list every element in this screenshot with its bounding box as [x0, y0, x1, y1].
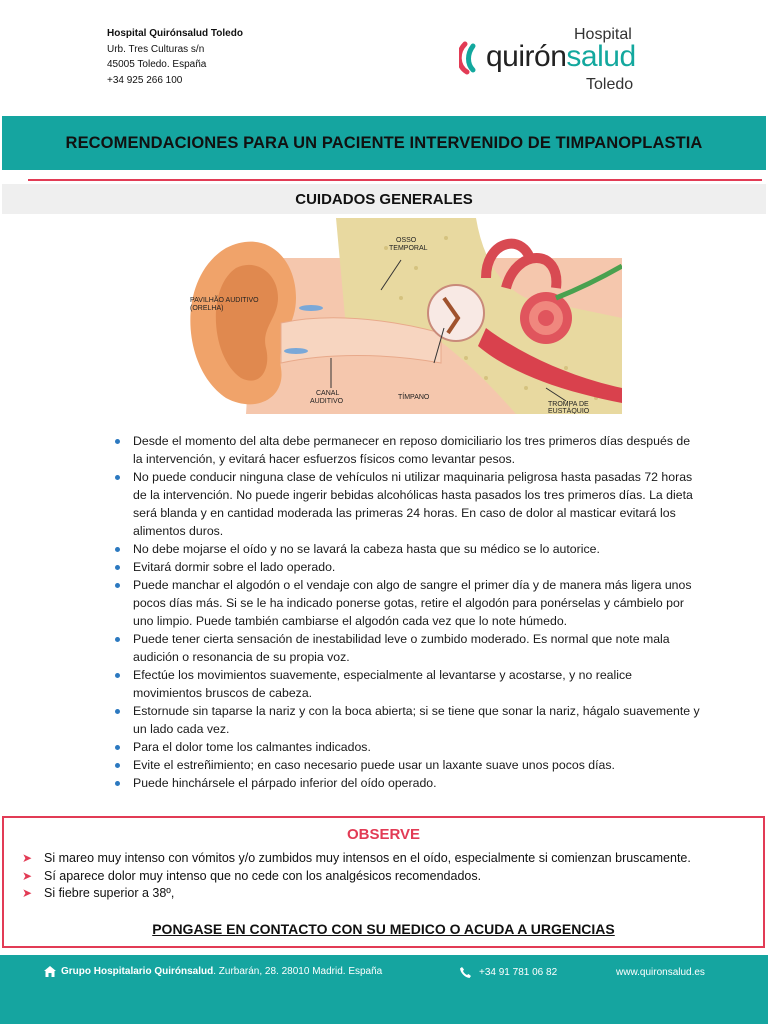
footer-group-address: . Zurbarán, 28. 28010 Madrid. España — [213, 966, 383, 977]
figure-label-orelha: (ORELHA) — [190, 305, 224, 312]
hospital-phone: +34 925 266 100 — [107, 74, 183, 86]
figure-label-timpano: TÍMPANO — [398, 394, 430, 401]
list-item: Para el dolor tome los calmantes indicados. — [113, 738, 703, 756]
observe-item: ➤ Si fiebre superior a 38º, — [22, 885, 722, 903]
quironsalud-logo — [456, 22, 656, 102]
figure-label-osso: OSSO — [396, 237, 417, 244]
list-item: Estornude sin taparse la nariz y con la boca abierta; si se tiene que sonar la nariz, hágalo suavemente y un lado cada vez. — [113, 702, 703, 738]
figure-label-eustaquio: EUSTÁQUIO — [548, 408, 590, 414]
logo-city-text: Toledo — [586, 76, 634, 93]
address-line-2: 45005 Toledo. España — [107, 59, 207, 70]
contact-instruction: PONGASE EN CONTACTO CON SU MEDICO O ACUDA A URGENCIAS — [152, 921, 615, 937]
list-item: Puede tener cierta sensación de inestabilidad leve o zumbido moderado. Es normal que note mala audición o resonancia de su propia voz. — [113, 630, 703, 666]
list-item: Evite el estreñimiento; en caso necesario puede usar un laxante suave unos pocos días. — [113, 756, 703, 774]
hospital-address-block — [107, 26, 243, 88]
list-item: No puede conducir ninguna clase de vehículos ni utilizar maquinaria peligrosa hasta pasadas 72 horas de la intervención. No puede ingerir bebidas alcohólicas hasta pasados los tres primeros días. La dieta será blanda y en cantidad moderada las primeras 24 horas. En caso de dolor al masticar evitará los alimentos duros. — [113, 468, 703, 540]
list-item: Evitará dormir sobre el lado operado. — [113, 558, 703, 576]
figure-label-pavilhao: PAVILHÃO AUDITIVO — [190, 297, 259, 304]
page-footer — [0, 955, 768, 1024]
figure-label-auditivo: AUDITIVO — [310, 398, 344, 405]
logo-brand-quiron: quirón — [486, 40, 567, 73]
observe-title: OBSERVE — [346, 826, 421, 843]
logo-mark-icon — [459, 40, 489, 76]
bullet-icon — [115, 673, 120, 678]
list-item: No debe mojarse el oído y no se lavará la cabeza hasta que su médico se lo autorice. — [113, 540, 703, 558]
list-item: Puede manchar el algodón o el vendaje con algo de sangre el primer día y de manera más ligera unos pocos días más. Si se le ha indicado ponerse gotas, retire el algodón para ponérselas y cámbielo por uno limpio. Puede también cambiarse el algodón cada vez que lo note húmedo. — [113, 576, 703, 630]
footer-phone-number: +34 91 781 06 82 — [479, 967, 558, 978]
phone-icon — [460, 967, 471, 978]
hospital-name: Hospital Quirónsalud Toledo — [107, 28, 243, 39]
observe-list — [22, 850, 722, 903]
bullet-icon — [115, 583, 120, 588]
logo-hospital-text: Hospital — [574, 26, 632, 43]
divider-line — [28, 179, 762, 181]
recommendations-list — [113, 432, 703, 792]
bullet-icon — [115, 475, 120, 480]
arrow-right-icon: ➤ — [22, 886, 33, 900]
list-item: Puede hinchársele el párpado inferior del oído operado. — [113, 774, 703, 792]
bullet-icon — [115, 637, 120, 642]
observe-box — [2, 816, 765, 948]
home-icon — [44, 966, 56, 977]
logo-brand-salud: salud — [566, 40, 636, 73]
section-title: CUIDADOS GENERALES — [295, 190, 473, 208]
observe-item: ➤ Si mareo muy intenso con vómitos y/o zumbidos muy intensos en el oído, especialmente si comienzan bruscamente. — [22, 850, 722, 868]
figure-label-temporal: TEMPORAL — [389, 245, 428, 252]
ear-anatomy-illustration — [186, 218, 622, 414]
footer-group-name: Grupo Hospitalario Quirónsalud — [61, 966, 214, 977]
document-title: RECOMENDACIONES PARA UN PACIENTE INTERVENIDO DE TIMPANOPLASTIA — [65, 133, 703, 152]
footer-phone — [460, 967, 557, 978]
footer-group — [44, 966, 382, 977]
bullet-icon — [115, 439, 120, 444]
section-header — [2, 184, 766, 214]
bullet-icon — [115, 745, 120, 750]
figure-label-canal: CANAL — [316, 390, 340, 397]
bullet-icon — [115, 763, 120, 768]
bullet-icon — [115, 709, 120, 714]
observe-item: ➤ Sí aparece dolor muy intenso que no cede con los analgésicos recomendados. — [22, 868, 722, 886]
title-banner — [2, 116, 766, 170]
arrow-right-icon: ➤ — [22, 868, 33, 883]
list-item: Desde el momento del alta debe permanecer en reposo domiciliario los tres primeros días después de la intervención, y evitará hacer esfuerzos físicos como levantar pesos. — [113, 432, 703, 468]
arrow-right-icon: ➤ — [22, 851, 33, 865]
bullet-icon — [115, 565, 120, 570]
figure-label-trompa: TROMPA DE — [548, 401, 589, 408]
footer-website[interactable]: www.quironsalud.es — [616, 967, 705, 978]
address-line-1: Urb. Tres Culturas s/n — [107, 43, 205, 55]
bullet-icon — [115, 781, 120, 786]
list-item: Efectúe los movimientos suavemente, especialmente al levantarse y acostarse, y no realice movimientos bruscos de cabeza. — [113, 666, 703, 702]
bullet-icon — [115, 547, 120, 552]
logo-brand-text — [486, 40, 636, 74]
